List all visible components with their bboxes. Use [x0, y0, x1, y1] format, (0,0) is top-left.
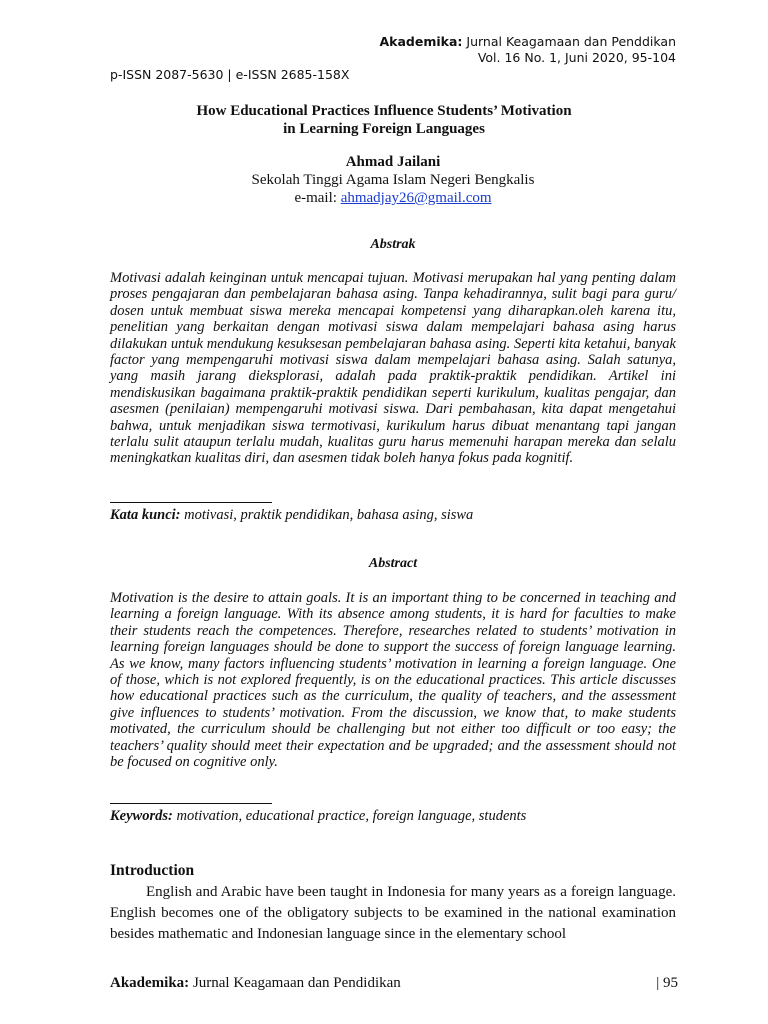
page-number: | 95	[656, 975, 678, 991]
abstract-divider	[110, 803, 272, 804]
abstract-text: Motivation is the desire to attain goals. It is an important thing to be concerned in teaching and learning a foreign language. With its absence among students, it is hard for faculties to make their students reach the competences. Therefore, researches related to students’ motivation in learning foreign languages should be done to support the success of foreign language learning. As we know, many factors influencing students’ motivation in learning a foreign language. One of those, which is not explored frequently, is on the educational practices. This article discusses how educational practices such as the curriculum, the quality of teachers, and the assessment give influences to students’ motivation. From the discussion, we know that, to make students motivated, the curriculum should be challenging but not either too difficult or too easy; the teachers’ quality should meet their expectation and be upgraded; and the assessment should not be focused on cognitive only.	[110, 590, 676, 771]
abstrak-keywords	[110, 507, 676, 524]
footer-journal-name: Jurnal Keagamaan dan Pendidikan	[189, 975, 401, 991]
abstrak-divider	[110, 502, 272, 503]
author-name: Ahmad Jailani	[345, 154, 441, 170]
author-affiliation: Sekolah Tinggi Agama Islam Negeri Bengkalis	[251, 172, 535, 188]
abstrak-text: Motivasi adalah keinginan untuk mencapai tujuan. Motivasi merupakan hal yang penting dalam proses pengajaran dan pembelajaran bahasa asing. Tanpa kehadirannya, sulit bagi para guru/ dosen untuk membuat siswa mereka mencapai kompetensi yang diharapkan.oleh karena itu, penelitian yang berkaitan dengan motivasi siswa dalam mempelajari bahasa asing harus dilakukan untuk mendukung kesuksesan pembelajaran bahasa asing. Seperti kita ketahui, banyak factor yang mempengaruhi motivasi siswa dalam mempelajari bahasa asing. Salah satunya, yang masih jarang dieksplorasi, adalah pada praktik-praktik pendidikan. Artikel ini mendiskusikan bagaimana praktik-praktik pendidikan seperti kurikulum, kualitas pengajar, dan asesmen (penilaian) mempengaruhi motivasi siswa. Dari pembahasan, kita dapat mengetahui bahwa, untuk menjadikan siswa termotivasi, kurikulum harus dibuat menantang tapi jangan terlalu sulit ataupun terlalu mudah, kualitas guru harus memenuhi harapan mereka dan selalu meningkatkan kualitas diri, dan asesmen tidak boleh hanya fokus pada kognitif.	[110, 270, 676, 467]
footer-journal-bold: Akademika:	[110, 975, 190, 991]
journal-header	[380, 34, 677, 66]
introduction-text: English and Arabic have been taught in Indonesia for many years as a foreign language. English becomes one of the obligatory subjects to be examined in the national examination besides mathematic and Indonesian language since in the elementary school	[110, 884, 676, 942]
journal-name: Jurnal Keagamaan dan Penddikan	[466, 34, 676, 49]
introduction-heading: Introduction	[110, 862, 195, 879]
kata-kunci-values: motivasi, praktik pendidikan, bahasa asing, siswa	[180, 507, 474, 523]
email-label: e-mail:	[294, 190, 341, 206]
author-block	[0, 153, 768, 207]
keywords-values: motivation, educational practice, foreign language, students	[172, 808, 527, 824]
title-line-2: in Learning Foreign Languages	[283, 121, 485, 137]
email-link[interactable]: ahmadjay26@gmail.com	[340, 190, 492, 206]
author-email-line	[0, 189, 768, 207]
title-line-1: How Educational Practices Influence Students’ Motivation	[196, 103, 572, 119]
page-footer	[110, 975, 678, 992]
journal-name-bold: Akademika:	[379, 34, 463, 49]
keywords-label: Keywords:	[110, 808, 173, 824]
journal-volume: Vol. 16 No. 1, Juni 2020, 95-104	[477, 50, 676, 65]
abstrak-heading: Abstrak	[370, 237, 416, 252]
abstract-heading: Abstract	[368, 556, 418, 571]
article-title	[0, 102, 768, 138]
issn-line: p-ISSN 2087-5630 | e-ISSN 2685-158X	[110, 67, 350, 82]
abstract-keywords	[110, 808, 676, 825]
journal-title-line	[380, 34, 677, 50]
kata-kunci-label: Kata kunci:	[110, 507, 181, 523]
